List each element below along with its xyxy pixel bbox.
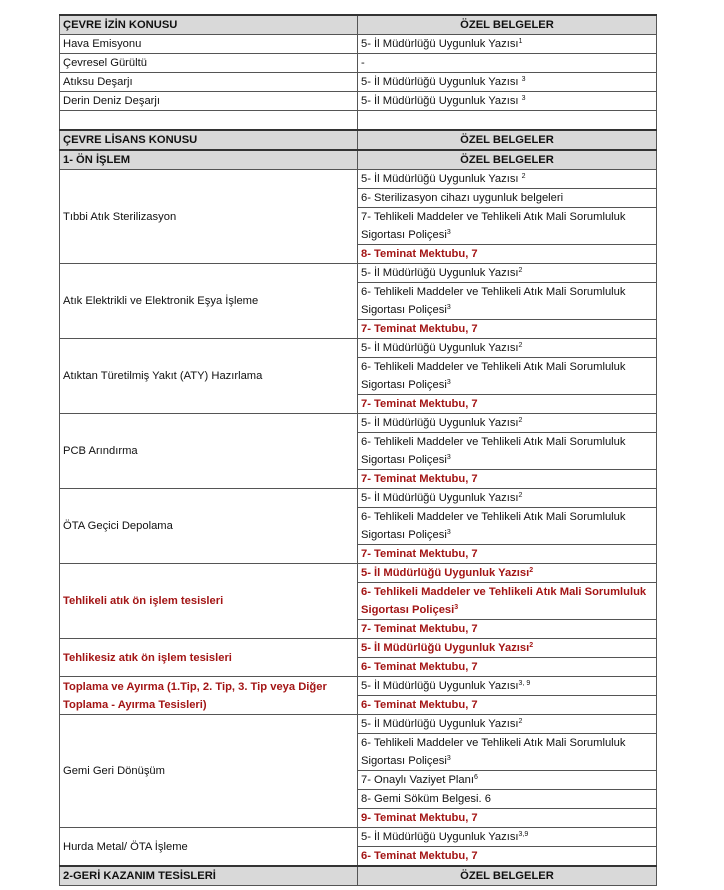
- table-body: [60, 15, 657, 886]
- document-text: 7- Tehlikeli Maddeler ve Tehlikeli Atık Mali Sorumluluk Sigortası Poliçesi: [361, 211, 626, 241]
- document-text: 5- İl Müdürlüğü Uygunluk Yazısı: [361, 38, 519, 50]
- topic-cell: PCB Arındırma: [60, 414, 358, 489]
- document-text: 5- İl Müdürlüğü Uygunluk Yazısı: [361, 342, 519, 354]
- topic-cell: Gemi Geri Dönüşüm: [60, 715, 358, 828]
- document-cell: [358, 283, 657, 320]
- section-title: ÇEVRE LİSANS KONUSU: [60, 130, 358, 150]
- footnote-ref: 3,9: [518, 831, 529, 838]
- document-text: 6- Tehlikeli Maddeler ve Tehlikeli Atık Mali Sorumluluk Sigortası Poliçesi: [361, 586, 647, 616]
- topic-cell: Atık Elektrikli ve Elektronik Eşya İşleme: [60, 264, 358, 339]
- section-documents-header: ÖZEL BELGELER: [358, 150, 657, 170]
- section-title: 2-GERİ KAZANIM TESİSLERİ: [60, 866, 358, 886]
- document-cell: [358, 809, 657, 828]
- document-text: 7- Teminat Mektubu, 7: [361, 548, 478, 560]
- document-text: 8- Gemi Söküm Belgesi. 6: [361, 793, 491, 805]
- topic-cell: Hurda Metal/ ÖTA İşleme: [60, 828, 358, 867]
- document-text: 6- Teminat Mektubu, 7: [361, 661, 478, 673]
- footnote-ref: 3: [446, 529, 451, 536]
- document-cell: [358, 790, 657, 809]
- document-text: 6- Tehlikeli Maddeler ve Tehlikeli Atık Mali Sorumluluk Sigortası Poliçesi: [361, 511, 626, 541]
- table-row: [60, 264, 657, 283]
- document-text: 9- Teminat Mektubu, 7: [361, 812, 478, 824]
- document-text: 5- İl Müdürlüğü Uygunluk Yazısı: [361, 173, 522, 185]
- document-cell: [358, 734, 657, 771]
- document-cell: [358, 847, 657, 867]
- document-text: 6- Teminat Mektubu, 7: [361, 850, 478, 862]
- table-row: [60, 677, 657, 696]
- document-text: 6- Tehlikeli Maddeler ve Tehlikeli Atık Mali Sorumluluk Sigortası Poliçesi: [361, 361, 626, 391]
- table-row: [60, 170, 657, 189]
- footnote-ref: 2: [518, 342, 523, 349]
- footnote-ref: 3: [521, 95, 526, 102]
- footnote-ref: 3: [446, 454, 451, 461]
- table-row: [60, 92, 657, 111]
- document-cell: [358, 583, 657, 620]
- document-cell: [358, 189, 657, 208]
- footnote-ref: 3: [446, 304, 451, 311]
- document-text: 8- Teminat Mektubu, 7: [361, 248, 478, 260]
- table-row: [60, 828, 657, 847]
- section-header: [60, 150, 657, 170]
- footnote-ref: 2: [529, 567, 534, 574]
- table-row: [60, 414, 657, 433]
- document-text: 7- Onaylı Vaziyet Planı: [361, 774, 474, 786]
- document-text: 6- Sterilizasyon cihazı uygunluk belgeleri: [361, 192, 564, 204]
- section-header: [60, 15, 657, 35]
- document-cell: [358, 639, 657, 658]
- footnote-ref: 2: [518, 417, 523, 424]
- section-title: ÇEVRE İZİN KONUSU: [60, 15, 358, 35]
- document-cell: [358, 433, 657, 470]
- document-text: 5- İl Müdürlüğü Uygunluk Yazısı: [361, 831, 519, 843]
- table-row: [60, 339, 657, 358]
- footnote-ref: 3: [446, 379, 451, 386]
- document-cell: [358, 658, 657, 677]
- document-cell: [358, 395, 657, 414]
- section-header: [60, 130, 657, 150]
- document-cell: [358, 358, 657, 395]
- document-text: 5- İl Müdürlüğü Uygunluk Yazısı: [361, 76, 522, 88]
- footnote-ref: 3: [454, 604, 459, 611]
- document-text: 6- Tehlikeli Maddeler ve Tehlikeli Atık Mali Sorumluluk Sigortası Poliçesi: [361, 286, 626, 316]
- topic-cell: Derin Deniz Deşarjı: [60, 92, 358, 111]
- document-text: 6- Tehlikeli Maddeler ve Tehlikeli Atık Mali Sorumluluk Sigortası Poliçesi: [361, 436, 626, 466]
- topic-cell: Hava Emisyonu: [60, 35, 358, 54]
- topic-cell: ÖTA Geçici Depolama: [60, 489, 358, 564]
- section-header: [60, 866, 657, 886]
- footnote-ref: 6: [473, 774, 478, 781]
- topic-cell: [60, 111, 358, 131]
- document-cell: [358, 828, 657, 847]
- section-documents-header: ÖZEL BELGELER: [358, 15, 657, 35]
- topic-cell: Tehlikeli atık ön işlem tesisleri: [60, 564, 358, 639]
- document-cell: [358, 489, 657, 508]
- document-cell: [358, 35, 657, 54]
- document-text: 7- Teminat Mektubu, 7: [361, 398, 478, 410]
- footnote-ref: 3: [446, 229, 451, 236]
- document-text: 5- İl Müdürlüğü Uygunluk Yazısı: [361, 417, 519, 429]
- document-text: 5- İl Müdürlüğü Uygunluk Yazısı: [361, 680, 519, 692]
- section-documents-header: ÖZEL BELGELER: [358, 866, 657, 886]
- topic-cell: Toplama ve Ayırma (1.Tip, 2. Tip, 3. Tip veya Diğer Toplama - Ayırma Tesisleri): [60, 677, 358, 715]
- document-text: 7- Teminat Mektubu, 7: [361, 623, 478, 635]
- document-cell: [358, 508, 657, 545]
- document-text: 7- Teminat Mektubu, 7: [361, 323, 478, 335]
- document-text: 7- Teminat Mektubu, 7: [361, 473, 478, 485]
- table-row: [60, 111, 657, 131]
- section-documents-header: ÖZEL BELGELER: [358, 130, 657, 150]
- document-cell: [358, 208, 657, 245]
- topic-cell: Çevresel Gürültü: [60, 54, 358, 73]
- document-cell: [358, 320, 657, 339]
- table-row: [60, 489, 657, 508]
- document-text: 5- İl Müdürlüğü Uygunluk Yazısı: [361, 718, 519, 730]
- document-text: 5- İl Müdürlüğü Uygunluk Yazısı: [361, 95, 522, 107]
- footnote-ref: 2: [529, 642, 534, 649]
- document-cell: [358, 696, 657, 715]
- document-text: -: [361, 57, 365, 69]
- document-cell: [358, 620, 657, 639]
- document-cell: [358, 564, 657, 583]
- document-cell: [358, 470, 657, 489]
- document-text: 5- İl Müdürlüğü Uygunluk Yazısı: [361, 567, 530, 579]
- footnote-ref: 2: [518, 267, 523, 274]
- table-row: [60, 54, 657, 73]
- footnote-ref: 2: [521, 173, 526, 180]
- document-cell: [358, 414, 657, 433]
- footnote-ref: 3: [446, 755, 451, 762]
- topic-cell: Tehlikesiz atık ön işlem tesisleri: [60, 639, 358, 677]
- document-cell: [358, 73, 657, 92]
- table-row: [60, 639, 657, 658]
- document-cell: [358, 92, 657, 111]
- document-cell: [358, 545, 657, 564]
- table-row: [60, 35, 657, 54]
- section-title: 1- ÖN İŞLEM: [60, 150, 358, 170]
- document-text: 5- İl Müdürlüğü Uygunluk Yazısı: [361, 267, 519, 279]
- footnote-ref: 1: [518, 38, 523, 45]
- footnote-ref: 2: [518, 718, 523, 725]
- footnote-ref: 2: [518, 492, 523, 499]
- table-row: [60, 73, 657, 92]
- document-cell: [358, 264, 657, 283]
- document-cell: [358, 111, 657, 131]
- document-cell: [358, 245, 657, 264]
- footnote-ref: 3: [521, 76, 526, 83]
- document-cell: [358, 715, 657, 734]
- topic-cell: Atıktan Türetilmiş Yakıt (ATY) Hazırlama: [60, 339, 358, 414]
- document-cell: [358, 771, 657, 790]
- topic-cell: Atıksu Deşarjı: [60, 73, 358, 92]
- document-text: 6- Tehlikeli Maddeler ve Tehlikeli Atık Mali Sorumluluk Sigortası Poliçesi: [361, 737, 626, 767]
- document-table: [59, 14, 657, 886]
- document-text: 5- İl Müdürlüğü Uygunluk Yazısı: [361, 642, 530, 654]
- topic-cell: Tıbbi Atık Sterilizasyon: [60, 170, 358, 264]
- footnote-ref: 3, 9: [518, 680, 531, 687]
- document-text: 6- Teminat Mektubu, 7: [361, 699, 478, 711]
- document-cell: [358, 170, 657, 189]
- document-cell: [358, 339, 657, 358]
- document-text: 5- İl Müdürlüğü Uygunluk Yazısı: [361, 492, 519, 504]
- table-row: [60, 715, 657, 734]
- document-cell: [358, 677, 657, 696]
- document-cell: [358, 54, 657, 73]
- table-row: [60, 564, 657, 583]
